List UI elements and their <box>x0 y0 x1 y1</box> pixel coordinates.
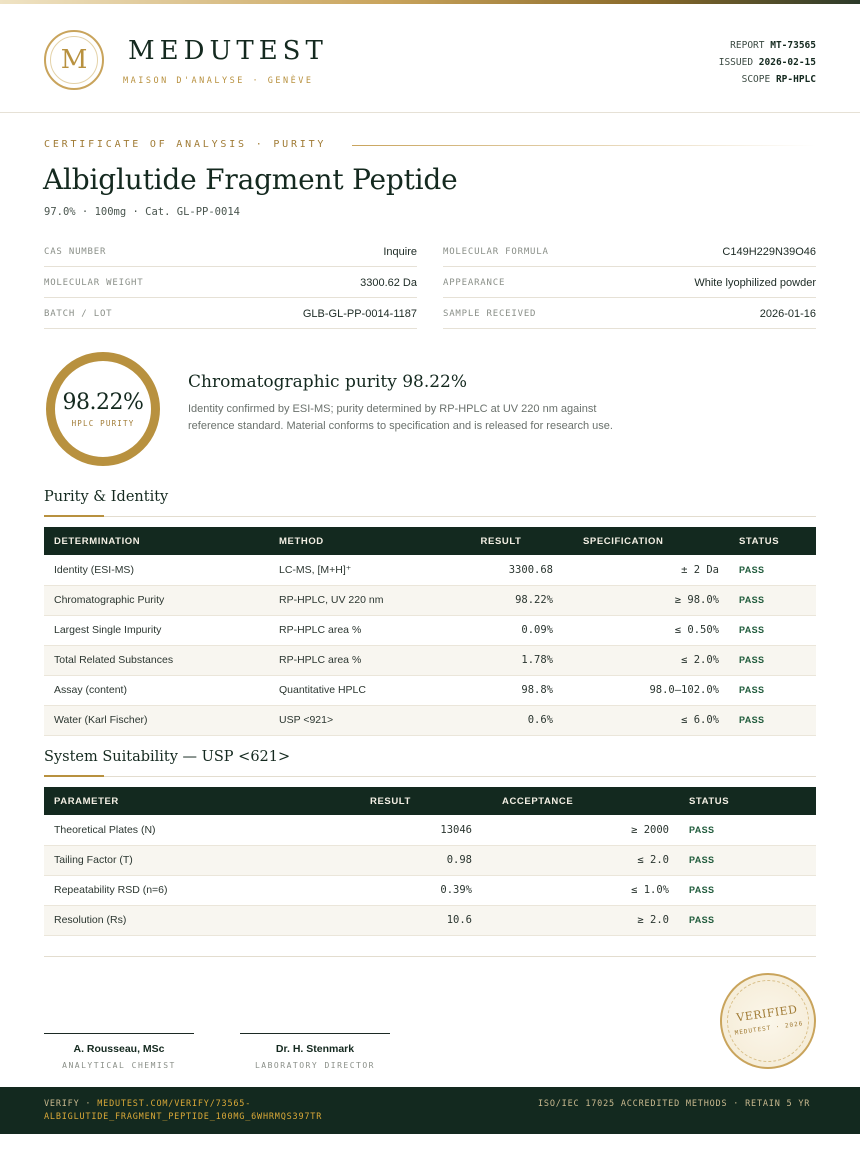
accreditation-note: ISO/IEC 17025 ACCREDITED METHODS · RETAIN 5 YR <box>538 1099 811 1109</box>
method-cell: RP-HPLC area % <box>269 645 439 675</box>
result-cell: 1.78% <box>439 645 563 675</box>
top-accent-bar <box>0 0 860 4</box>
signatory-name: A. Rousseau, MSc <box>73 1043 165 1055</box>
seal-text: VERIFIED <box>735 1002 799 1025</box>
section-accent <box>44 775 104 777</box>
brand-tagline: MAISON D'ANALYSE · GENÈVE <box>123 76 314 86</box>
section-rule <box>44 516 816 517</box>
result-cell: 3300.68 <box>439 555 563 585</box>
purity-ring <box>46 352 160 466</box>
signatory-role: ANALYTICAL CHEMIST <box>62 1061 176 1070</box>
status-badge: PASS <box>729 615 816 645</box>
info-row <box>443 267 816 298</box>
info-grid-left <box>44 236 417 329</box>
method-cell: Quantitative HPLC <box>269 675 439 705</box>
status-badge: PASS <box>729 645 816 675</box>
scope-line <box>719 71 816 88</box>
brand-logo <box>44 30 104 90</box>
determination-cell: Assay (content) <box>44 675 269 705</box>
section-rule <box>44 776 816 777</box>
signature-divider <box>44 956 816 957</box>
verify-prefix: VERIFY · <box>44 1099 98 1109</box>
section-title-purity: Purity & Identity <box>44 489 169 505</box>
product-subtitle: 97.0% · 100mg · Cat. GL-PP-0014 <box>44 206 240 218</box>
table-row <box>44 905 816 935</box>
column-header: STATUS <box>729 527 816 555</box>
spec-cell: ≤ 6.0% <box>563 705 729 735</box>
spec-cell: ± 2 Da <box>563 555 729 585</box>
info-row <box>44 267 417 298</box>
determination-cell: Chromatographic Purity <box>44 585 269 615</box>
status-badge: PASS <box>679 845 816 875</box>
report-label: REPORT <box>730 40 765 51</box>
purity-value: 98.22% <box>62 390 144 415</box>
parameter-cell: Tailing Factor (T) <box>44 845 330 875</box>
info-label: CAS NUMBER <box>44 247 107 257</box>
table-row <box>44 875 816 905</box>
determination-cell: Total Related Substances <box>44 645 269 675</box>
info-value: 2026-01-16 <box>759 308 816 320</box>
method-cell: LC-MS, [M+H]⁺ <box>269 555 439 585</box>
table-row <box>44 585 816 615</box>
result-cell: 98.8% <box>439 675 563 705</box>
purity-description: Identity confirmed by ESI-MS; purity determined by RP-HPLC at UV 220 nm against reference standard. Material conforms to specification and is released for research use. <box>188 403 613 432</box>
column-header: PARAMETER <box>44 787 330 815</box>
report-meta <box>719 37 816 88</box>
purity-table <box>44 527 816 736</box>
scope-label: SCOPE <box>741 74 771 85</box>
signature-block <box>44 1033 194 1070</box>
purity-label: HPLC PURITY <box>71 419 135 428</box>
table-row <box>44 645 816 675</box>
status-badge: PASS <box>729 555 816 585</box>
logo-monogram: M <box>50 36 98 84</box>
info-label: APPEARANCE <box>443 278 506 288</box>
column-header: STATUS <box>679 787 816 815</box>
table-row <box>44 615 816 645</box>
column-header: METHOD <box>269 527 439 555</box>
verify-text <box>44 1098 464 1124</box>
info-label: SAMPLE RECEIVED <box>443 309 537 319</box>
status-badge: PASS <box>679 875 816 905</box>
table-header-row <box>44 787 816 815</box>
section-accent <box>44 515 104 517</box>
acceptance-cell: ≥ 2000 <box>482 815 679 845</box>
info-label: MOLECULAR FORMULA <box>443 247 549 257</box>
footer-bar <box>0 1087 860 1134</box>
brand-name: MEDUTEST <box>128 36 328 66</box>
report-value: MT-73565 <box>770 40 816 51</box>
status-badge: PASS <box>729 705 816 735</box>
info-value: C149H229N39O46 <box>722 246 816 258</box>
parameter-cell: Theoretical Plates (N) <box>44 815 330 845</box>
table-row <box>44 675 816 705</box>
column-header: RESULT <box>330 787 482 815</box>
acceptance-cell: ≥ 2.0 <box>482 905 679 935</box>
acceptance-cell: ≤ 1.0% <box>482 875 679 905</box>
table-row <box>44 845 816 875</box>
table-row <box>44 705 816 735</box>
spec-cell: ≤ 2.0% <box>563 645 729 675</box>
acceptance-cell: ≤ 2.0 <box>482 845 679 875</box>
verify-link[interactable]: MEDUTEST.COM/VERIFY/73565-ALBIGLUTIDE_FRAGMENT_PEPTIDE_100MG_6WHRMQS397TR <box>44 1099 323 1122</box>
section-title-suitability: System Suitability — USP <621> <box>44 749 291 765</box>
suitability-table <box>44 787 816 936</box>
parameter-cell: Repeatability RSD (n=6) <box>44 875 330 905</box>
method-cell: USP <921> <box>269 705 439 735</box>
column-header: DETERMINATION <box>44 527 269 555</box>
result-cell: 0.39% <box>330 875 482 905</box>
spec-cell: 98.0–102.0% <box>563 675 729 705</box>
table-row <box>44 555 816 585</box>
result-cell: 0.98 <box>330 845 482 875</box>
table-row <box>44 815 816 845</box>
report-id-line <box>719 37 816 54</box>
info-value: 3300.62 Da <box>360 277 417 289</box>
result-cell: 13046 <box>330 815 482 845</box>
issued-value: 2026-02-15 <box>758 57 816 68</box>
status-badge: PASS <box>729 675 816 705</box>
issued-label: ISSUED <box>718 57 754 68</box>
info-row <box>44 298 417 329</box>
info-value: White lyophilized powder <box>694 277 816 289</box>
purity-heading: Chromatographic purity 98.22% <box>188 372 468 392</box>
determination-cell: Identity (ESI-MS) <box>44 555 269 585</box>
info-value: Inquire <box>383 246 417 258</box>
result-cell: 0.6% <box>439 705 563 735</box>
document-eyebrow: CERTIFICATE OF ANALYSIS · PURITY <box>44 139 327 150</box>
column-header: SPECIFICATION <box>563 527 729 555</box>
status-badge: PASS <box>729 585 816 615</box>
scope-value: RP-HPLC <box>775 74 816 85</box>
signature-block <box>240 1033 390 1070</box>
parameter-cell: Resolution (Rs) <box>44 905 330 935</box>
product-title: Albiglutide Fragment Peptide <box>43 163 458 196</box>
result-cell: 0.09% <box>439 615 563 645</box>
spec-cell: ≤ 0.50% <box>563 615 729 645</box>
result-cell: 10.6 <box>330 905 482 935</box>
info-grid-right <box>443 236 816 329</box>
info-row <box>443 236 816 267</box>
table-header-row <box>44 527 816 555</box>
verified-seal <box>714 967 822 1075</box>
eyebrow-rule <box>352 145 816 146</box>
seal-subtext: MEDUTEST · 2026 <box>734 1020 804 1037</box>
column-header: RESULT <box>439 527 563 555</box>
method-cell: RP-HPLC area % <box>269 615 439 645</box>
method-cell: RP-HPLC, UV 220 nm <box>269 585 439 615</box>
signatory-name: Dr. H. Stenmark <box>275 1043 355 1055</box>
info-row <box>443 298 816 329</box>
determination-cell: Water (Karl Fischer) <box>44 705 269 735</box>
issued-line <box>719 54 816 71</box>
status-badge: PASS <box>679 815 816 845</box>
info-value: GLB-GL-PP-0014-1187 <box>302 308 417 320</box>
spec-cell: ≥ 98.0% <box>563 585 729 615</box>
status-badge: PASS <box>679 905 816 935</box>
result-cell: 98.22% <box>439 585 563 615</box>
info-row <box>44 236 417 267</box>
determination-cell: Largest Single Impurity <box>44 615 269 645</box>
header-divider <box>0 112 860 113</box>
info-label: BATCH / LOT <box>44 309 113 319</box>
column-header: ACCEPTANCE <box>482 787 679 815</box>
signatory-role: LABORATORY DIRECTOR <box>254 1061 375 1070</box>
info-label: MOLECULAR WEIGHT <box>44 278 144 288</box>
